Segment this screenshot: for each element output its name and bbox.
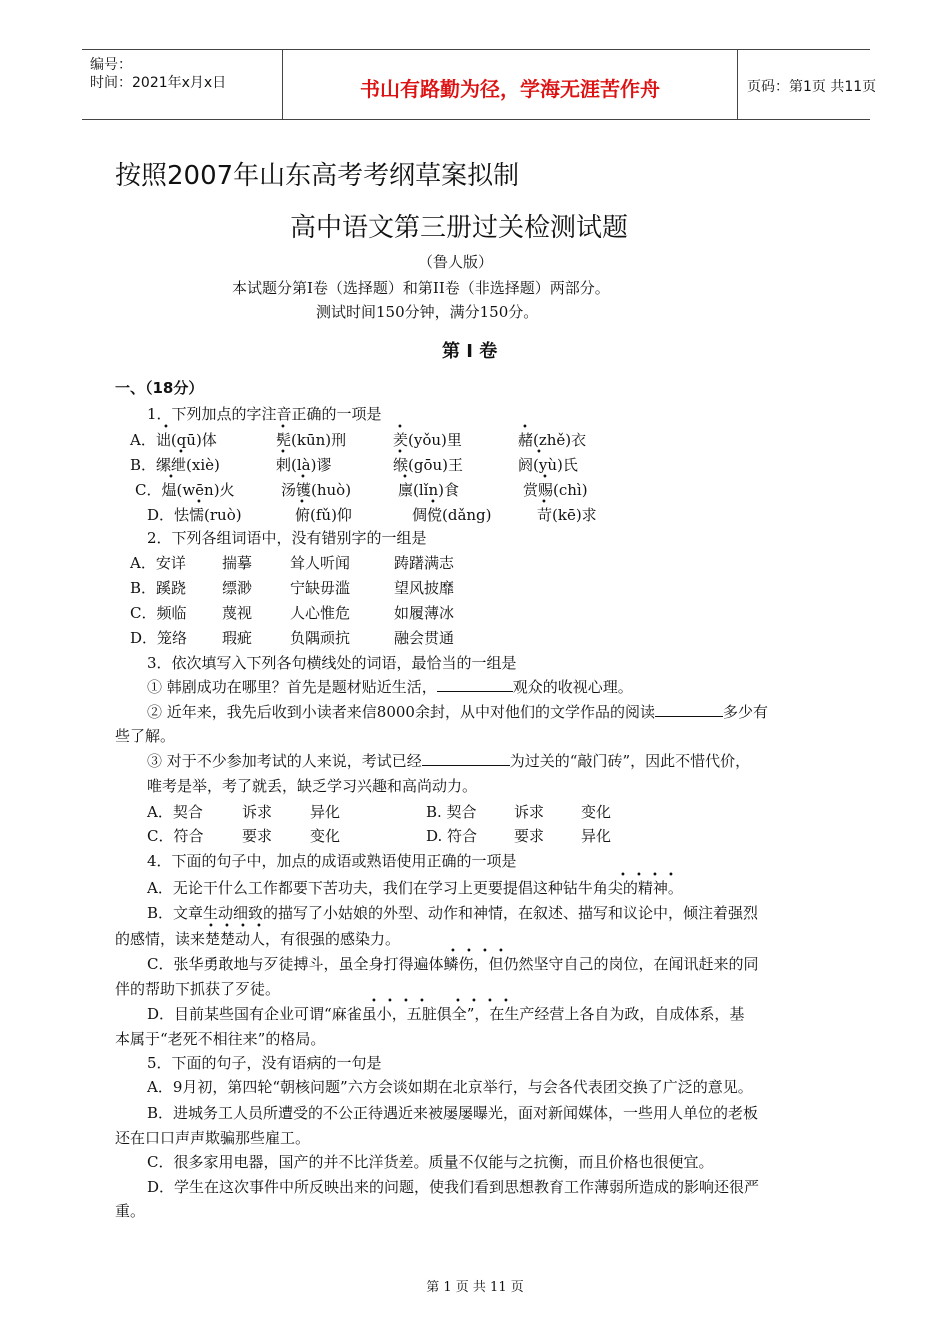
q1-stem: 1．下列加点的字注音正确的一项是 — [147, 405, 382, 423]
doc-intro-1: 本试题分第I卷（选择题）和第II卷（非选择题）两部分。 — [232, 279, 610, 297]
emphasis-dot: • — [487, 996, 493, 1007]
q1-option-b-2: 剌(là)谬 — [276, 456, 332, 474]
emphasis-dot: • — [280, 447, 286, 458]
emphasis-dot: • — [168, 472, 174, 483]
emphasis-dot: • — [256, 921, 262, 932]
q3-blank-1 — [437, 677, 513, 692]
q2-option-a-1: A．安详 — [130, 554, 186, 572]
volume-heading: 第 Ⅰ 卷 — [442, 341, 498, 362]
emphasis-dot: • — [620, 870, 626, 881]
doc-edition: （鲁人版） — [418, 253, 494, 271]
q3-sentence-3-cont: 唯考是举，考了就丢，缺乏学习兴趣和高尚动力。 — [147, 777, 478, 795]
emphasis-dot: • — [455, 996, 461, 1007]
emphasis-dot: • — [402, 472, 408, 483]
q3-option-a-1: A．契合 — [147, 803, 203, 821]
emphasis-dot: • — [280, 422, 286, 433]
section-heading: 一、（18分） — [115, 379, 204, 397]
q1-option-d-4: 苛(kē)求 — [537, 506, 597, 524]
emphasis-dot: • — [668, 870, 674, 881]
q2-option-d-4: 融会贯通 — [394, 629, 455, 647]
emphasis-dot: • — [224, 921, 230, 932]
q3-option-d-1: D. 符合 — [426, 827, 478, 845]
q5-option-b-line1: B．进城务工人员所遭受的不公正待遇近来被屡屡曝光，面对新闻媒体，一些用人单位的老板 — [147, 1104, 759, 1122]
q3-sentence-2 — [147, 702, 768, 722]
emphasis-dot: • — [299, 497, 305, 508]
q1-option-d-2: 俯(fǔ)仰 — [295, 506, 352, 524]
doc-title-line2: 高中语文第三册过关检测试题 — [290, 213, 629, 243]
emphasis-dot: • — [371, 996, 377, 1007]
q2-option-c-2: 蔑视 — [222, 604, 253, 622]
emphasis-dot: • — [300, 472, 306, 483]
header-motto-cell — [282, 50, 738, 119]
q1-option-d-3: 倜傥(dǎng) — [412, 506, 492, 524]
q1-option-b-3: 缑(gōu)王 — [393, 456, 463, 474]
q4-option-d-line1: D．目前某些国有企业可谓“麻雀虽小，五脏俱全”，在生产经营上各自为政，自成体系，基 — [147, 1005, 745, 1023]
emphasis-dot: • — [450, 946, 456, 957]
q3-sentence-1-part-b: 观众的收视心理。 — [512, 678, 633, 696]
q2-option-d-1: D．笼络 — [130, 629, 188, 647]
q3-stem: 3．依次填写入下列各句横线处的词语，最恰当的一组是 — [147, 654, 517, 672]
q3-sentence-1-part-a: ① 韩剧成功在哪里？首先是题材贴近生活， — [147, 678, 437, 696]
q3-option-b-3: 变化 — [581, 803, 612, 821]
emphasis-dot: • — [419, 996, 425, 1007]
q5-option-c: C．很多家用电器，国产的并不比洋货差。质量不仅能与之抗衡，而且价格也很便宜。 — [147, 1153, 714, 1171]
q2-option-c-3: 人心惟危 — [290, 604, 351, 622]
header-meta — [82, 50, 282, 119]
q2-option-b-2: 缥渺 — [222, 579, 253, 597]
q2-option-b-4: 望风披靡 — [394, 579, 455, 597]
q4-stem: 4．下面的句子中，加点的成语或熟语使用正确的一项是 — [147, 852, 517, 870]
q3-blank-2 — [655, 702, 723, 717]
emphasis-dot: • — [387, 996, 393, 1007]
q3-sentence-2-part-a: ② 近年来，我先后收到小读者来信8000余封，从中对他们的文学作品的阅读 — [147, 703, 655, 721]
q5-option-a: A．9月初，第四轮“朝核问题”六方会谈如期在北京举行，与会各代表团交换了广泛的意见。 — [147, 1078, 753, 1096]
q3-sentence-3 — [147, 751, 750, 771]
q3-sentence-2-cont: 些了解。 — [115, 727, 176, 745]
q2-option-a-3: 耸人听闻 — [290, 554, 351, 572]
emphasis-dot: • — [163, 422, 169, 433]
emphasis-dot: • — [430, 497, 436, 508]
q3-blank-3 — [422, 751, 510, 766]
q2-option-c-1: C．频临 — [130, 604, 187, 622]
emphasis-dot: • — [178, 447, 184, 458]
emphasis-dot: • — [541, 497, 547, 508]
doc-intro-2: 测试时间150分钟，满分150分。 — [316, 303, 539, 321]
emphasis-dot: • — [482, 946, 488, 957]
emphasis-dot: • — [503, 996, 509, 1007]
q2-option-b-3: 宁缺毋滥 — [290, 579, 351, 597]
emphasis-dot: • — [397, 422, 403, 433]
header-page-info: 页码：第1页 共11页 — [747, 79, 877, 95]
q1-option-c-4: 赏赐(chì) — [523, 481, 588, 499]
emphasis-dot: • — [196, 497, 202, 508]
q1-option-c-2: 汤镬(huò) — [281, 481, 352, 499]
q4-option-d-line2: 本属于“老死不相往来”的格局。 — [115, 1030, 326, 1048]
emphasis-dot: • — [208, 921, 214, 932]
emphasis-dot: • — [397, 447, 403, 458]
emphasis-dot: • — [652, 870, 658, 881]
q4-option-b-line1: B．文章生动细致的描写了小姑娘的外型、动作和神情，在叙述、描写和议论中，倾注着强烈 — [147, 904, 759, 922]
emphasis-dot: • — [636, 870, 642, 881]
q4-option-a: A．无论干什么工作都要下苦功夫，我们在学习上更要提倡这种钻牛角尖的精神。 — [147, 879, 683, 897]
q3-option-d-2: 要求 — [514, 827, 545, 845]
q3-option-b-2: 诉求 — [514, 803, 545, 821]
emphasis-dot: • — [536, 447, 542, 458]
q5-stem: 5．下面的句子，没有语病的一句是 — [147, 1054, 382, 1072]
q3-sentence-3-part-a: ③ 对于不少参加考试的人来说，考试已经 — [147, 752, 422, 770]
header-motto: 书山有路勤为径，学海无涯苦作舟 — [360, 77, 660, 101]
q5-option-d-line2: 重。 — [115, 1202, 146, 1220]
doc-time-label: 时间：2021年x月x日 — [90, 75, 227, 91]
doc-number-label: 编号： — [90, 57, 132, 73]
emphasis-dot: • — [471, 996, 477, 1007]
doc-title-line1: 按照2007年山东高考考纲草案拟制 — [115, 161, 520, 191]
page-header — [82, 49, 877, 120]
q1-option-c-1: C．煴(wēn)火 — [135, 481, 235, 499]
q3-option-c-2: 要求 — [242, 827, 273, 845]
q1-option-a-2: 髡(kūn)刑 — [276, 431, 347, 449]
q3-sentence-2-part-b: 多少有 — [722, 703, 768, 721]
emphasis-dot: • — [522, 422, 528, 433]
q2-option-a-4: 踌躇满志 — [394, 554, 455, 572]
q5-option-b-line2: 还在口口声声欺骗那些雇工。 — [115, 1129, 311, 1147]
q5-option-d-line1: D．学生在这次事件中所反映出来的问题，使我们看到思想教育工作薄弱所造成的影响还很严 — [147, 1178, 760, 1196]
q3-sentence-1 — [147, 677, 633, 697]
q3-sentence-3-part-b: 为过关的“敲门砖”，因此不惜代价， — [509, 752, 751, 770]
emphasis-dot: • — [466, 946, 472, 957]
emphasis-dot: • — [403, 996, 409, 1007]
q4-option-c-line1: C．张华勇敢地与歹徒搏斗，虽全身打得遍体鳞伤，但仍然坚守自己的岗位，在闻讯赶来的同 — [147, 955, 759, 973]
q1-option-b-1: B．缧绁(xiè) — [130, 456, 220, 474]
q3-option-c-1: C．符合 — [147, 827, 204, 845]
q2-option-a-2: 揣摹 — [222, 554, 253, 572]
q3-option-b-1: B. 契合 — [426, 803, 477, 821]
header-page-cell — [737, 50, 877, 119]
q3-option-a-3: 异化 — [310, 803, 341, 821]
q4-option-c-line2: 伴的帮助下抓获了歹徒。 — [115, 980, 281, 998]
q3-option-d-3: 异化 — [581, 827, 612, 845]
q3-option-c-3: 变化 — [310, 827, 341, 845]
q2-option-d-2: 瑕疵 — [222, 629, 253, 647]
q1-option-a-1: A．诎(qū)体 — [130, 431, 217, 449]
q2-option-c-4: 如履薄冰 — [394, 604, 455, 622]
q3-option-a-2: 诉求 — [242, 803, 273, 821]
q1-option-a-3: 羑(yǒu)里 — [393, 431, 462, 449]
q1-option-c-3: 廪(lǐn)食 — [398, 481, 459, 499]
emphasis-dot: • — [542, 472, 548, 483]
q4-option-b-line2: 的感情，读来楚楚动人，有很强的感染力。 — [115, 930, 401, 948]
q1-option-a-4: 赭(zhě)衣 — [518, 431, 587, 449]
q2-stem: 2．下列各组词语中，没有错别字的一组是 — [147, 529, 427, 547]
emphasis-dot: • — [498, 946, 504, 957]
q2-option-d-3: 负隅顽抗 — [290, 629, 351, 647]
emphasis-dot: • — [240, 921, 246, 932]
q1-option-d-1: D．怯懦(ruò) — [147, 506, 242, 524]
q2-option-b-1: B．蹊跷 — [130, 579, 187, 597]
q1-option-b-4: 阏(yù)氏 — [518, 456, 578, 474]
page-footer: 第 1 页 共 11 页 — [426, 1280, 524, 1295]
